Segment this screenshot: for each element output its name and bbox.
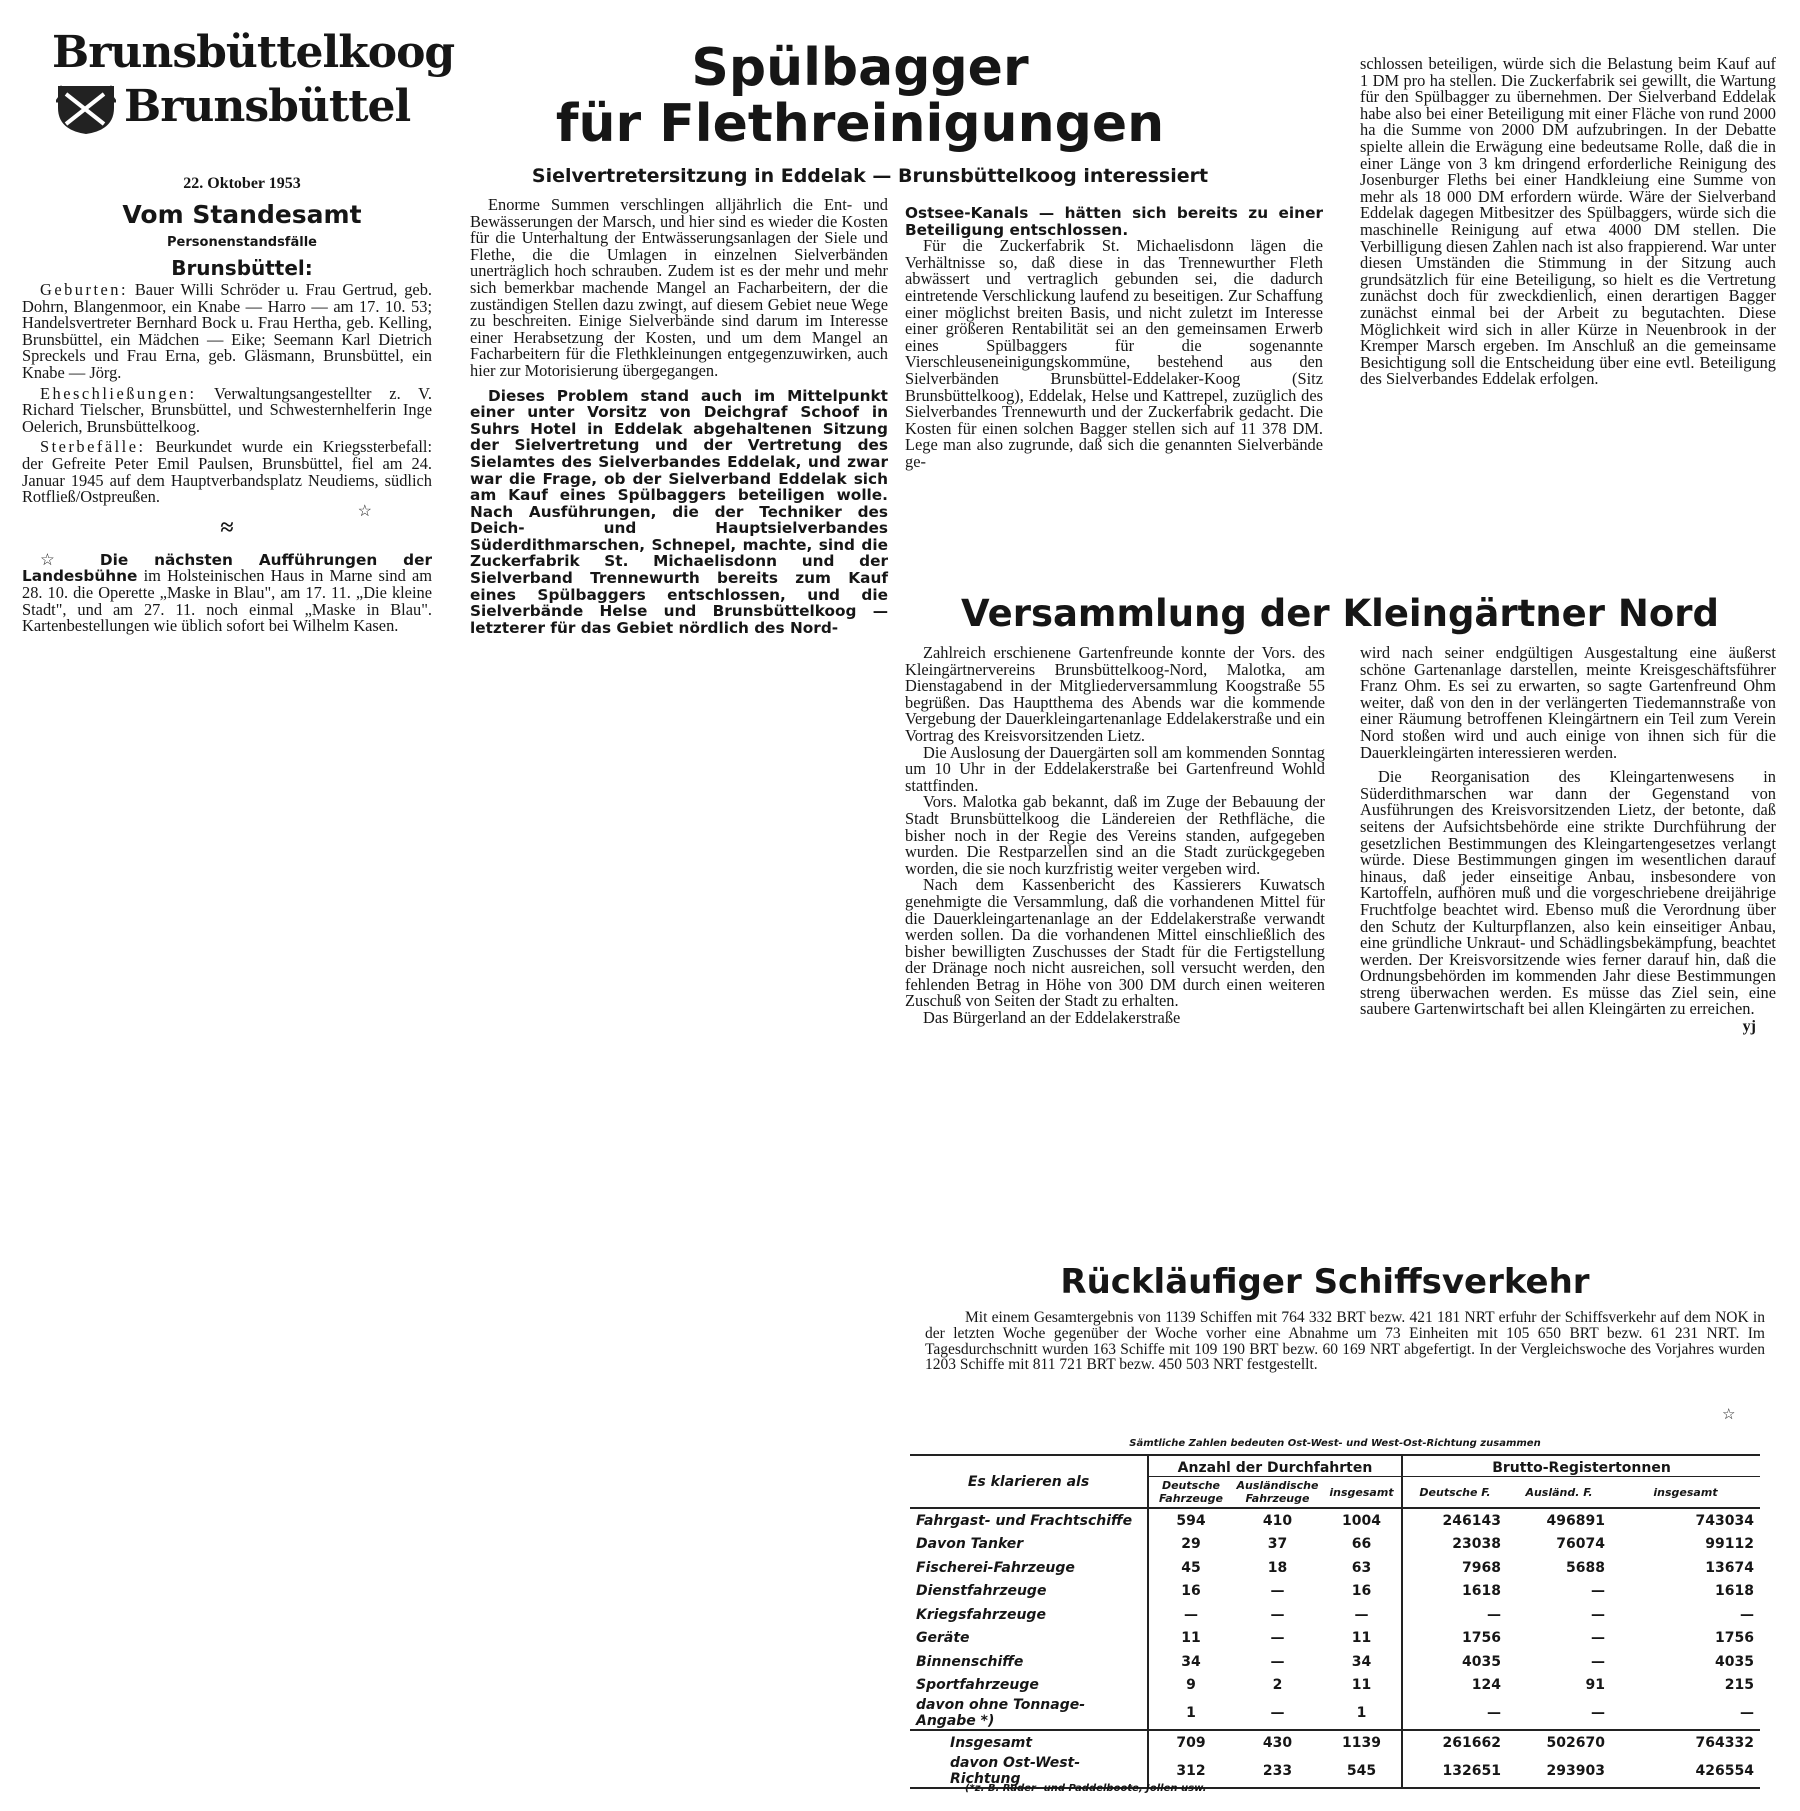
- row-value: 410: [1262, 1512, 1293, 1529]
- table-row: [910, 1674, 1760, 1698]
- row-value: 1618: [1715, 1583, 1754, 1600]
- row-value: —: [1591, 1705, 1605, 1721]
- row-value: 23038: [1402, 1533, 1507, 1557]
- row-value: 91: [1585, 1677, 1605, 1694]
- header-group-count: Anzahl der Durchfahrten: [1148, 1455, 1402, 1477]
- row-value: 233: [1262, 1762, 1293, 1779]
- row-value: 1: [1148, 1697, 1233, 1730]
- klein-paragraph: Zahlreich erschienene Gartenfreunde konnte der Vors. des Kleingärtnervereins Brunsbüttelkoog-Nord, Malotka, am Dienstagabend in der Mitgliederversammlung Koogstraße 55 begrüßen. Das Hauptthema des Abends war die kommende Vergebung der Dauerkleingartenanlage Eddelakerstraße und ein Vortrag des Kreisvorsitzenden Lietz.: [905, 643, 1325, 745]
- row-value: 312: [1148, 1755, 1233, 1788]
- star-icon: ☆: [357, 502, 372, 520]
- row-value: 293903: [1546, 1762, 1605, 1779]
- row-value: 426554: [1695, 1762, 1754, 1779]
- spuel-title-1: Spülbagger: [691, 38, 1029, 98]
- row-value: 34: [1148, 1650, 1233, 1674]
- wave-divider-icon: ≈: [220, 514, 234, 541]
- theatre-note: ☆ Die nächsten Aufführungen der Landesbühne im Holsteinischen Haus in Marne sind am 28. 10. die Operette „Maske in Blau", am 17. 11. „Die kleine Stadt", und am 27. 11. noch einmal „Maske in Blau". Kartenbestellungen wie üblich sofort bei Wilhelm Kasen.: [22, 549, 432, 636]
- table-row: [910, 1533, 1760, 1557]
- table-row: [910, 1556, 1760, 1580]
- klein-paragraph: Vors. Malotka gab bekannt, daß im Zuge der Bebauung der Stadt Brunsbüttelkoog die Ländereien der Rethfläche, die bisher noch in der Regie des Vereins standen, aufgegeben wurden. Die Restparzellen sind an die Stadt zurückgegeben worden, die sie noch kurzfristig weiter vergeben wird.: [905, 792, 1325, 878]
- row-label: davon Ost-West-Richtung: [950, 1754, 1081, 1787]
- table-row: [910, 1508, 1760, 1533]
- row-value: 545: [1346, 1762, 1377, 1779]
- row-value: 37: [1267, 1536, 1288, 1553]
- row-label: Geräte: [916, 1630, 970, 1647]
- schiff-title: Rückläufiger Schiffsverkehr: [1060, 1262, 1590, 1302]
- standesamt-title: Vom Standesamt: [122, 200, 362, 229]
- shipping-table: [910, 1454, 1760, 1789]
- row-value: —: [1354, 1606, 1369, 1623]
- klein-paragraph: Nach dem Kassenbericht des Kassierers Kuwatsch genehmigte die Versammlung, daß die vorhandenen Mittel für die Dauerkleingartenanlage an der Eddelakerstraße verwandt werden sollen. Da die vorhandenen Mittel einschließlich des bisher bewilligten Zuschusses der Stadt für die Fertigstellung der Dränage noch nicht ausreichen, soll versucht werden, den fehlenden Betrag in Höhe von 300 DM durch einen weiteren Zuschuß von Seiten der Stadt zu erhalten.: [905, 875, 1325, 1011]
- row-value: —: [1740, 1606, 1754, 1623]
- spuel-bold-paragraph: Dieses Problem stand auch im Mittelpunkt einer unter Vorsitz von Deichgraf Schoof in Suhrs Hotel in Eddelak abgehaltenen Sitzung der Sielvertretung und der Vertretung des Sielamtes des Sielverbandes Eddelak, und zwar war die Frage, ob der Sielverband Eddelak sich am Kauf eines Spülbaggers beteiligen wolle. Nach Ausführungen, die der Techniker des Deich- und Hauptsielverbandes Süderdithmarschen, Schnepel, machte, sind die Zuckerfabrik St. Michaelisdonn und der Sielverband Trennewurth bereits zum Kauf eines Spülbaggers entschlossen, und die Sielverbände Helse und Brunsbüttelkoog — letzterer für das Gebiet nördlich des Nord-: [470, 386, 888, 637]
- spuel-bold-paragraph: Ostsee-Kanals — hätten sich bereits zu einer Beteiligung entschlossen.: [905, 204, 1323, 239]
- row-value: 1004: [1342, 1512, 1381, 1529]
- row-label: Binnenschiffe: [916, 1653, 1024, 1670]
- row-value: —: [1270, 1630, 1285, 1647]
- row-value: —: [1591, 1630, 1605, 1647]
- table-row: [910, 1627, 1760, 1651]
- spuel-subtitle: Sielvertretersitzung in Eddelak — Brunsbüttelkoog interessiert: [531, 165, 1209, 187]
- table-total-row: [910, 1730, 1760, 1755]
- masthead-line2: Brunsbüttel: [124, 81, 411, 132]
- marriages-paragraph: Eheschließungen: Verwaltungsangestellter z. V. Richard Tielscher, Brunsbüttel, und Schwesternhelferin Inge Oelerich, Brunsbüttelkoog.: [22, 383, 432, 436]
- row-value: 1139: [1322, 1730, 1402, 1755]
- klein-signature: yj: [1742, 1018, 1756, 1036]
- row-value: 11: [1351, 1677, 1372, 1694]
- row-label: Davon Tanker: [916, 1536, 1024, 1553]
- spuel-column-3: [1360, 56, 1776, 388]
- row-value: 743034: [1695, 1512, 1754, 1529]
- row-value: 496891: [1546, 1512, 1605, 1529]
- masthead-block: [52, 80, 411, 140]
- row-label: Fischerei-Fahrzeuge: [916, 1559, 1075, 1576]
- row-value: 4035: [1402, 1650, 1507, 1674]
- header-sub: Deutsche Fahrzeuge: [1148, 1477, 1233, 1509]
- row-value: 34: [1351, 1653, 1372, 1670]
- row-value: 11: [1351, 1630, 1372, 1647]
- row-value: —: [1270, 1583, 1285, 1600]
- table-caption: Sämtliche Zahlen bedeuten Ost-West- und West-Ost-Richtung zusammen: [1129, 1438, 1541, 1449]
- spuel-paragraph: Für die Zuckerfabrik St. Michaelisdonn lägen die Verhältnisse so, daß diese in das Trennewurther Fleth abwässert und vertraglich gebunden sei, die dadurch eintretende Verschlickung laufend zu beseitigen. Zur Schaffung einer möglichst breiten Basis, und nicht zuletzt im Interesse einer größeren Rentabilität sei an den gemeinsamen Erwerb eines Spülbaggers für die sogenannte Vierschleuseneinigungskommüne, bestehend aus den Sielverbänden Brunsbüttel-Eddelaker-Koog (Sitz Brunsbüttelkoog), Eddelak, Helse und Kattrepel, zuzüglich des Sielverbandes Trennewurth und der Zuckerfabrik gedacht. Die Kosten für einen solchen Bagger stellen sich auf 11 378 DM. Lege man also zugrunde, daß sich die genannten Sielverbände ge-: [905, 236, 1323, 471]
- row-label: Sportfahrzeuge: [916, 1677, 1039, 1694]
- row-value: 9: [1148, 1674, 1233, 1698]
- schiff-body: [925, 1310, 1765, 1373]
- row-value: 11: [1148, 1627, 1233, 1651]
- row-value: —: [1591, 1606, 1605, 1623]
- table-row: [910, 1580, 1760, 1604]
- row-value: 66: [1351, 1536, 1372, 1553]
- header-first: Es klarieren als: [910, 1455, 1148, 1508]
- row-value: —: [1270, 1653, 1285, 1670]
- row-value: 4035: [1715, 1653, 1754, 1670]
- spuel-title-2: für Flethreinigungen: [555, 94, 1165, 154]
- header-sub: Ausländ. F.: [1525, 1485, 1593, 1499]
- row-label: Fahrgast- und Frachtschiffe: [916, 1512, 1133, 1529]
- row-value: 764332: [1611, 1730, 1760, 1755]
- row-value: 1756: [1715, 1630, 1754, 1647]
- row-label: Dienstfahrzeuge: [916, 1583, 1047, 1600]
- table-row: [910, 1603, 1760, 1627]
- header-sub: insgesamt: [1329, 1485, 1394, 1499]
- klein-paragraph: Die Auslosung der Dauergärten soll am kommenden Sonntag um 10 Uhr in der Eddelakerstraße bei Gartenfreund Wohld stattfinden.: [905, 742, 1325, 795]
- masthead-line1: Brunsbüttelkoog: [52, 27, 455, 78]
- row-value: —: [1591, 1583, 1605, 1600]
- row-value: 1: [1356, 1705, 1367, 1721]
- row-value: 502670: [1507, 1730, 1611, 1755]
- row-value: 246143: [1402, 1508, 1507, 1533]
- row-value: —: [1270, 1705, 1285, 1721]
- klein-column-1: [905, 645, 1325, 1027]
- row-value: 13674: [1705, 1559, 1754, 1576]
- header-sub: Deutsche F.: [1402, 1477, 1507, 1509]
- klein-title: Versammlung der Kleingärtner Nord: [960, 592, 1720, 635]
- row-value: 132651: [1402, 1755, 1507, 1788]
- spuel-paragraph: Enorme Summen verschlingen alljährlich die Ent- und Bewässerungen der Marsch, und hier sind es wieder die Kosten für die Unterhaltung der Entwässerungsanlagen der Siele und Flethe, die die Umlagen in einzelnen Sielverbänden unerträglich hoch schrauben. Zudem ist es der mehr und mehr sich bemerkbar machende Mangel an Facharbeitern, der die zuständigen Stellen dazu zwingt, auf diesem Gebiet neue Wege zu beschreiten. Einige Sielverbände sind darum im Interesse einer Herabsetzung der Kosten, und um dem Mangel an Facharbeitern für die Flethkleinungen entgegenzuwirken, auch hier zur Motorisierung übergegangen.: [470, 195, 888, 380]
- row-value: —: [1270, 1606, 1285, 1623]
- spuel-paragraph: schlossen beteiligen, würde sich die Belastung beim Kauf auf 1 DM pro ha stellen. Die Zuckerfabrik sei gewillt, die Wartung für den Spülbagger zu übernehmen. Der Sielverband Eddelak habe also bei einer Beteiligung mit einer Fläche von rund 2000 ha die Summe von 2000 DM aufzubringen. In der Debatte spielte allein die Erwägung eine bedeutsame Rolle, daß die in einer Länge von 3 km dringend erforderliche Reinigung des Josenburger Fleths bei einer Handkleiung eine Summe von mehr als 18 000 DM erfordern würde. Wäre der Sielverband Eddelak dagegen Mitbesitzer des Spülbaggers, würde sich die maschinelle Reinigung auf etwa 4000 DM stellen. Die Verbilligung diesen Zahlen nach ist also frappierend. War unter diesen Umständen die Stimmung in der Sitzung auch grundsätzlich für eine Beteiligung, so hielt es die Vertretung zunächst doch für zweckdienlich, einen derartigen Bagger zunächst einmal bei der Arbeit zu begutachten. Diese Möglichkeit wird sich in aller Kürze in Neuenbrook in der Kremper Marsch ergeben. Im Anschluß an die gemeinsame Besichtigung soll die Entscheidung über eine evtl. Beteiligung des Sielverbandes Eddelak erfolgen.: [1360, 54, 1776, 389]
- row-value: 1618: [1402, 1580, 1507, 1604]
- row-value: 18: [1267, 1559, 1288, 1576]
- schiff-paragraph: Mit einem Gesamtergebnis von 1139 Schiffen mit 764 332 BRT bezw. 421 181 NRT erfuhr der Schiffsverkehr auf dem NOK in der letzten Woche gegenüber der Woche vorher eine Abnahme um 73 Einheiten mit 105 650 BRT bezw. 61 231 NRT. Im Tagesdurchschnitt wurden 163 Schiffe mit 109 190 BRT bezw. 60 169 NRT abgefertigt. In der Vergleichswoche des Vorjahres wurden 1203 Schiffe mit 811 721 BRT bezw. 450 503 NRT festgestellt.: [925, 1309, 1765, 1374]
- klein-paragraph: Das Bürgerland an der Eddelakerstraße: [923, 1008, 1181, 1028]
- klein-paragraph: wird nach seiner endgültigen Ausgestaltung eine äußerst schöne Gartenanlage darstellen, meinte Kreisgeschäftsführer Franz Ohm. Es sei zu erwarten, so sagte Gartenfreund Ohm weiter, daß von den in der verlängerten Tiedemannstraße von einer Räumung betroffenen Kleingärtnern ein Teil zum Verein Nord stoßen wird und auch einige von ihnen sich für die Dauerkleingärten interessieren werden.: [1360, 643, 1776, 762]
- star-icon: ☆: [1722, 1407, 1736, 1423]
- standesamt-subtitle: Personenstandsfälle: [167, 235, 317, 250]
- table-footnote: (*z. B. Ruder- und Paddelboote, Jollen usw.: [965, 1783, 1207, 1794]
- row-value: 45: [1148, 1556, 1233, 1580]
- row-value: 7968: [1402, 1556, 1507, 1580]
- row-value: 5688: [1566, 1559, 1605, 1576]
- standesamt-place: Brunsbüttel:: [171, 256, 313, 280]
- row-label: davon ohne Tonnage-Angabe *): [916, 1697, 1086, 1729]
- row-value: 215: [1724, 1677, 1754, 1694]
- header-group-tonnage: Brutto-Registertonnen: [1402, 1455, 1760, 1477]
- row-value: 16: [1148, 1580, 1233, 1604]
- klein-paragraph: Die Reorganisation des Kleingartenwesens in Süderdithmarschen war dann der Gegenstand von Ausführungen des Kreisvorsitzenden Lietz, der betonte, daß seitens der Aufsichtsbehörde eine strikte Durchführung der gesetzlichen Bestimmungen des Kleingartengesetzes verlangt würde. Diese Bestimmungen gingen im wesentlichen darauf hinaus, daß jeder einseitige Anbau, insbesondere von Kartoffeln, aufhören muß und die vorgeschriebene dreijährige Fruchtfolge beachtet wird. Ebenso muß die Verordnung über den Schutz der Kulturpflanzen, also kein einseitiger Anbau, eine gründliche Unkraut- und Schädlingsbekämpfung, beachtet werden. Der Kreisvorsitzende wies ferner darauf hin, daß die Ordnungsbehörden im kommenden Jahr diese Bestimmungen streng überwachen werden. Es müsse das Ziel sein, eine saubere Gartenwirtschaft bei allen Kleingärten zu erreichen.: [1360, 767, 1776, 1019]
- row-value: 430: [1233, 1730, 1322, 1755]
- row-value: 1756: [1402, 1627, 1507, 1651]
- issue-date: 22. Oktober 1953: [183, 175, 301, 192]
- row-value: 594: [1148, 1508, 1233, 1533]
- births-paragraph: Geburten: Bauer Willi Schröder u. Frau Gertrud, geb. Dohrn, Blangenmoor, ein Knabe — Harro — am 17. 10. 53; Handelsvertreter Bernhard Bock u. Frau Hertha, geb. Kelling, Brunsbüttel, ein Mädchen — Eike; Seemann Karl Dietrich Spreckels und Frau Erna, geb. Gläsmann, Brunsbüttel, ein Knabe — Jörg.: [22, 280, 432, 382]
- row-value: 261662: [1402, 1730, 1507, 1755]
- deaths-paragraph: Sterbefälle: Beurkundet wurde ein Kriegssterbefall: der Gefreite Peter Emil Paulsen, Brunsbüttel, fiel am 24. Januar 1945 auf dem Hauptverbandsplatz Neudiems, südlich Rotfließ/Ostpreußen.: [22, 437, 432, 507]
- row-label: Kriegsfahrzeuge: [916, 1606, 1046, 1623]
- standesamt-body: [22, 282, 432, 635]
- row-value: —: [1591, 1653, 1605, 1670]
- table-row: [910, 1697, 1760, 1730]
- row-value: —: [1740, 1705, 1754, 1721]
- row-value: 16: [1351, 1583, 1372, 1600]
- row-value: 63: [1351, 1559, 1372, 1576]
- row-value: —: [1148, 1603, 1233, 1627]
- header-sub: insgesamt: [1653, 1485, 1718, 1499]
- row-value: 2: [1272, 1677, 1283, 1694]
- star-icon: ☆: [40, 549, 76, 569]
- coat-of-arms-icon: [56, 84, 116, 136]
- row-value: 709: [1148, 1730, 1233, 1755]
- row-label: Insgesamt: [910, 1730, 1148, 1755]
- spuel-column-1: [470, 197, 888, 636]
- row-value: —: [1402, 1603, 1507, 1627]
- spuel-column-2: [905, 205, 1323, 471]
- row-value: 124: [1402, 1674, 1507, 1698]
- klein-column-2: [1360, 645, 1776, 1036]
- header-sub: Ausländische Fahrzeuge: [1236, 1479, 1319, 1505]
- row-value: 29: [1148, 1533, 1233, 1557]
- table-row: [910, 1650, 1760, 1674]
- row-value: —: [1402, 1697, 1507, 1730]
- row-value: 99112: [1705, 1536, 1754, 1553]
- row-value: 76074: [1556, 1536, 1605, 1553]
